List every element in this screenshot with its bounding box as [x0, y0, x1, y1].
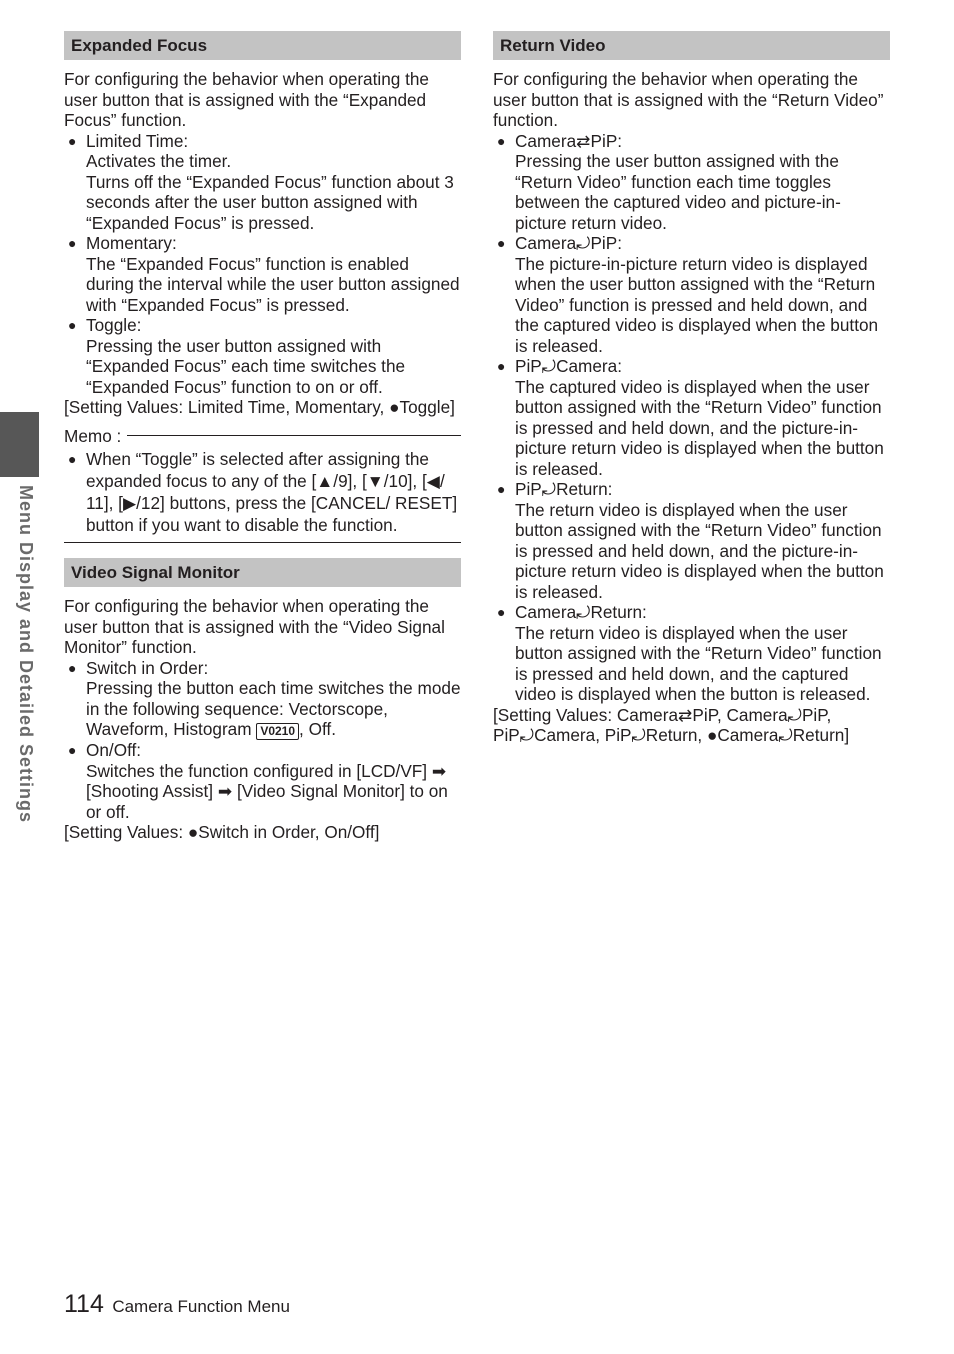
bullet-icon: ●: [497, 358, 506, 374]
section-heading: Video Signal Monitor: [64, 558, 461, 587]
bullet-icon: ●: [68, 235, 77, 251]
left-column: [64, 31, 461, 843]
list-item: [493, 356, 890, 479]
section-heading: Expanded Focus: [64, 31, 461, 60]
page-footer: [64, 1290, 290, 1319]
item-text: Turns off the “Expanded Focus” function about 3 seconds after the user button assigned with “Expanded Focus” is pressed.: [86, 171, 454, 233]
section-intro: For configuring the behavior when operating the user button that is assigned with the “Expanded Focus” function.: [64, 69, 429, 130]
video-signal-monitor-section: [64, 558, 461, 843]
bullet-icon: ●: [68, 132, 77, 149]
list-item: [493, 479, 890, 602]
right-column: [493, 31, 890, 746]
list-item: [64, 233, 461, 315]
bullet-icon: ●: [68, 451, 77, 467]
item-text: Pressing the user button assigned with the “Return Video” function each time toggles between the captured video and picture-in-picture return video.: [515, 151, 841, 233]
side-tab-marker: [0, 412, 39, 477]
item-title: Camera⇄PiP:: [515, 130, 623, 151]
memo-header: [64, 426, 461, 447]
return-video-section: [493, 31, 890, 746]
setting-values: [Setting Values: ●Switch in Order, On/Off]: [64, 822, 380, 842]
item-text: The “Expanded Focus” function is enabled during the interval while the user button assigned with “Expanded Focus” is pressed.: [86, 253, 460, 315]
setting-values: [Setting Values: Camera⇄PiP, Camera⤾PiP, PiP⤾Camera, PiP⤾Return, ●Camera⤾Return]: [493, 704, 850, 745]
item-text: Switches the function configured in [LCD/VF] ➡ [Shooting Assist] ➡ [Video Signal Monitor] to on or off.: [86, 760, 448, 822]
item-title: Switch in Order:: [86, 657, 209, 678]
expanded-focus-section: [64, 31, 461, 543]
item-title: PiP⤾Camera:: [515, 356, 622, 376]
bullet-icon: ●: [68, 659, 77, 676]
bullet-icon: ●: [68, 742, 77, 758]
item-title: Momentary:: [86, 233, 177, 253]
footer-title: Camera Function Menu: [112, 1297, 290, 1316]
item-text: The return video is displayed when the user button assigned with the “Return Video” function is pressed and held down, and the picture-in-picture return video is displayed when the button is released.: [515, 499, 884, 602]
item-text: The return video is displayed when the user button assigned with the “Return Video” function is pressed and held down, and the captured video is displayed when the button is released.: [515, 622, 882, 704]
setting-values: [Setting Values: Limited Time, Momentary, ●Toggle]: [64, 397, 455, 417]
item-title: PiP⤾Return:: [515, 479, 613, 499]
item-text: Pressing the button each time switches the mode in the following sequence: Vectorscope,: [86, 678, 461, 719]
bullet-icon: ●: [68, 317, 77, 333]
item-title: Camera⤾PiP:: [515, 233, 622, 253]
section-intro: For configuring the behavior when operating the user button that is assigned with the “Return Video” function.: [493, 69, 884, 130]
item-text-tail: [86, 719, 461, 740]
item-text: Activates the timer.: [86, 151, 232, 171]
version-badge: V0210: [256, 723, 299, 740]
list-item: [493, 233, 890, 356]
list-item: [64, 740, 461, 822]
list-item: [64, 448, 461, 536]
item-text: The picture-in-picture return video is displayed when the user button assigned with the “Return Video” function is pressed and held down, and the captured video is displayed when the button is released.: [515, 253, 879, 356]
item-title: Toggle:: [86, 315, 142, 335]
bullet-icon: ●: [497, 481, 506, 497]
item-title: Camera⤾Return:: [515, 602, 647, 622]
list-item: [64, 315, 461, 397]
item-text: Pressing the user button assigned with “Expanded Focus” each time switches the “Expanded Focus” function to on or off.: [86, 335, 406, 397]
item-title: Limited Time:: [86, 130, 189, 151]
memo-text: When “Toggle” is selected after assigning the expanded focus to any of the [▲/9], [▼/10], [◀/ 11], [▶/12] buttons, press the [CANCEL/ RESET] button if you want to disable the function.: [86, 449, 458, 535]
list-item: [64, 131, 461, 234]
list-item: [493, 131, 890, 234]
list-item: [64, 658, 461, 741]
item-text: , Off.: [299, 719, 336, 739]
memo-label: Memo :: [64, 425, 122, 446]
section-intro: For configuring the behavior when operating the user button that is assigned with the “Video Signal Monitor” function.: [64, 596, 445, 657]
bullet-icon: ●: [497, 604, 506, 620]
item-title: On/Off:: [86, 740, 142, 760]
item-text: The captured video is displayed when the user button assigned with the “Return Video” function is pressed and held down, and the picture-in-picture return video is displayed when the button is released.: [515, 376, 884, 479]
memo-box: [64, 448, 461, 543]
page-number: 114: [64, 1290, 104, 1318]
bullet-icon: ●: [497, 235, 506, 251]
list-item: [493, 602, 890, 705]
bullet-icon: ●: [497, 132, 506, 149]
section-heading: Return Video: [493, 31, 890, 60]
item-text: Waveform, Histogram: [86, 719, 257, 739]
side-tab-label: Menu Display and Detailed Settings: [16, 485, 36, 824]
memo-divider: [127, 435, 461, 436]
